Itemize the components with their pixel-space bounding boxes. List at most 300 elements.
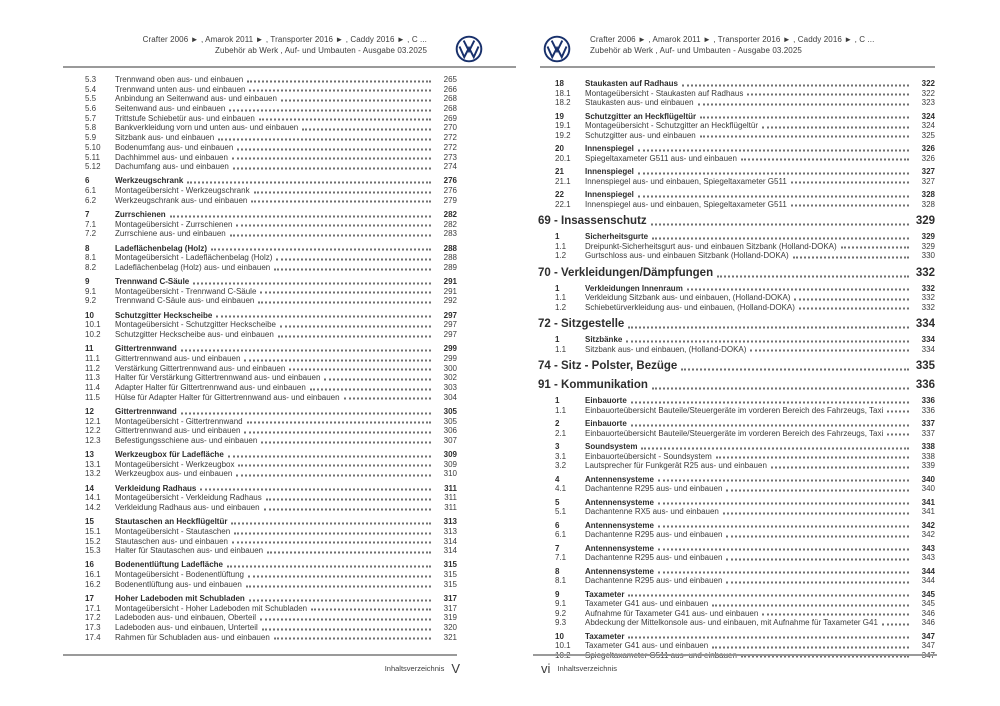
toc-entry[interactable] (533, 131, 935, 141)
toc-entry-page: 305 (443, 406, 457, 416)
toc-entry[interactable] (533, 232, 935, 242)
toc-entry-number: 8.2 (85, 262, 97, 272)
toc-entry-title: Gittertrennwand (115, 344, 177, 354)
toc-entry[interactable] (533, 507, 935, 517)
toc-entry[interactable] (63, 570, 457, 580)
toc-entry[interactable] (63, 623, 457, 633)
toc-leader-dots (626, 340, 909, 342)
toc-entry-number: 9.1 (85, 286, 97, 296)
toc-entry-title: Halter für Verstärkung Gittertrennwand aus- und einbauen (115, 373, 321, 383)
toc-entry[interactable] (533, 360, 935, 373)
toc-entry-page: 282 (443, 219, 457, 229)
toc-entry-number: 9.1 (555, 599, 567, 608)
toc-entry-page: 326 (921, 144, 935, 153)
toc-entry[interactable] (533, 215, 935, 228)
toc-entry-title: 72 - Sitzgestelle (538, 318, 625, 330)
toc-entry-title: Spiegeltaxameter G511 aus- und einbauen (585, 153, 737, 163)
toc-entry-title: Montageübersicht - Schutzgitter an Heckflügeltür (585, 121, 758, 130)
toc-entry-page: 311 (444, 503, 457, 512)
toc-entry[interactable] (533, 345, 935, 355)
toc-entry[interactable] (63, 85, 457, 95)
toc-leader-dots (652, 237, 909, 239)
toc-entry[interactable] (533, 79, 935, 89)
toc-entry-title: Werkzeugschrank aus- und einbauen (115, 195, 248, 205)
toc-leader-dots (302, 129, 431, 131)
toc-entry[interactable] (533, 567, 935, 577)
toc-entry[interactable] (63, 517, 457, 527)
toc-entry-page: 347 (921, 641, 935, 650)
toc-entry-page: 307 (443, 435, 457, 445)
toc-entry[interactable] (63, 244, 457, 254)
toc-entry[interactable] (63, 75, 457, 85)
toc-entry[interactable] (63, 320, 457, 330)
toc-entry-page: 266 (443, 84, 457, 94)
toc-entry-number: 17.1 (85, 603, 101, 613)
toc-leader-dots (254, 191, 431, 193)
toc-entry[interactable] (63, 253, 457, 263)
toc-leader-dots (170, 215, 431, 217)
toc-leader-dots (882, 623, 909, 625)
toc-entry-number: 7 (85, 209, 90, 219)
toc-entry[interactable] (533, 335, 935, 345)
footer-rule (533, 654, 937, 656)
toc-entry[interactable] (63, 484, 457, 494)
toc-entry-title: Verkleidungen Innenraum (585, 283, 683, 293)
toc-entry[interactable] (533, 609, 935, 619)
toc-entry-number: 10 (85, 310, 94, 320)
toc-entry[interactable] (533, 452, 935, 462)
toc-entry[interactable] (533, 267, 935, 280)
toc-entry-title: Montageübersicht - Werkzeugbox (115, 459, 235, 469)
toc-entry-number: 9.3 (555, 618, 567, 627)
toc-leader-dots (628, 595, 909, 597)
toc-entry[interactable] (63, 296, 457, 306)
toc-entry-number: 8 (555, 566, 560, 576)
toc-leader-dots (187, 182, 431, 184)
toc-entry-title: Anbindung an Seitenwand aus- und einbauen (115, 94, 277, 104)
toc-entry[interactable] (63, 114, 457, 124)
toc-entry-number: 11 (85, 344, 94, 354)
toc-entry-number: 17.2 (85, 613, 101, 623)
toc-entry[interactable] (63, 613, 457, 623)
toc-entry-number: 3.1 (555, 451, 567, 461)
toc-entry[interactable] (63, 469, 457, 479)
toc-entry-title: Einbauorteübersicht Bauteile/Steuergeräte im vorderen Bereich des Fahrzeugs, Taxi (585, 428, 884, 438)
toc-entry-page: 335 (915, 360, 935, 372)
toc-entry-number: 11.4 (85, 382, 100, 392)
toc-entry[interactable] (63, 153, 457, 163)
toc-entry-title: 69 - Insassenschutz (538, 215, 647, 227)
toc-entry-title: Trennwand C-Säule (115, 277, 190, 287)
toc-entry[interactable] (63, 450, 457, 460)
toc-entry-title: Verkleidung Radhaus (115, 483, 197, 493)
toc-entry-title: Innenspiegel (585, 144, 634, 153)
toc-entry[interactable] (63, 503, 457, 513)
toc-leader-dots (276, 258, 431, 260)
toc-entry[interactable] (63, 330, 457, 340)
toc-leader-dots (698, 103, 909, 105)
toc-entry[interactable] (533, 618, 935, 628)
toc-leader-dots (274, 268, 431, 270)
toc-leader-dots (682, 84, 909, 86)
toc-leader-dots (249, 90, 431, 92)
toc-leader-dots (726, 558, 909, 560)
toc-entry[interactable] (63, 426, 457, 436)
toc-entry-page: 325 (921, 130, 935, 140)
toc-entry[interactable] (63, 176, 457, 186)
toc-entry[interactable] (63, 436, 457, 446)
toc-entry-page: 299 (443, 353, 457, 363)
toc-entry[interactable] (63, 210, 457, 220)
toc-entry-title: Sicherheitsgurte (585, 232, 649, 241)
toc-entry[interactable] (63, 407, 457, 417)
toc-entry-title: Schiebetürverkleidung aus- und einbauen, (Holland-DOKA) (585, 302, 795, 312)
toc-entry-number: 2 (555, 419, 560, 428)
toc-entry-number: 6.1 (85, 186, 97, 196)
toc-leader-dots (237, 148, 431, 150)
toc-entry-page: 328 (921, 190, 935, 199)
toc-entry-number: 19.1 (555, 121, 571, 130)
toc-entry[interactable] (63, 277, 457, 287)
footer-page-number: vi (541, 661, 551, 676)
toc-entry[interactable] (533, 461, 935, 471)
toc-entry-title: Lautsprecher für Funkgerät R25 aus- und einbauen (585, 461, 767, 470)
toc-entry[interactable] (533, 419, 935, 429)
toc-entry-page: 342 (921, 520, 935, 530)
toc-entry-page: 332 (921, 283, 935, 293)
footer-section-label: Inhaltsverzeichnis (557, 664, 618, 673)
toc-entry[interactable] (533, 144, 935, 154)
toc-entry-title: Gittertrennwand aus- und einbauen (115, 353, 241, 363)
toc-entry-number: 6.1 (555, 530, 567, 539)
toc-entry[interactable] (63, 123, 457, 133)
toc-entry[interactable] (533, 544, 935, 554)
toc-entry[interactable] (63, 104, 457, 114)
toc-entry-title: Dachantenne RX5 aus- und einbauen (585, 507, 719, 516)
toc-entry[interactable] (63, 493, 457, 503)
toc-entry-title: Ladeflächenbelag (Holz) (115, 243, 208, 253)
toc-entry-title: Ladeboden aus- und einbauen, Oberteil (115, 613, 256, 623)
toc-entry-title: Verkleidung Sitzbank aus- und einbauen, (Holland-DOKA) (585, 293, 791, 302)
toc-leader-dots (232, 158, 431, 160)
toc-entry-page: 342 (921, 530, 935, 539)
toc-leader-dots (687, 289, 909, 291)
toc-entry[interactable] (533, 177, 935, 187)
toc-entry[interactable] (533, 200, 935, 210)
toc-entry[interactable] (63, 143, 457, 153)
toc-entry-title: Trennwand unten aus- und einbauen (115, 84, 246, 94)
toc-leader-dots (228, 455, 431, 457)
toc-entry-page: 315 (443, 570, 457, 580)
toc-entry-title: Sitzbänke (585, 335, 623, 344)
toc-entry-number: 13.2 (85, 469, 101, 479)
toc-entry[interactable] (63, 220, 457, 230)
toc-entry[interactable] (63, 311, 457, 321)
toc-leader-dots (267, 551, 431, 553)
toc-entry-title: Montageübersicht - Staukasten auf Radhaus (585, 88, 744, 98)
toc-entry[interactable] (63, 560, 457, 570)
toc-entry[interactable] (533, 167, 935, 177)
toc-entry-number: 19.2 (555, 130, 571, 140)
toc-leader-dots (229, 109, 431, 111)
toc-entry-number: 7.1 (555, 553, 567, 562)
header-models-line: Crafter 2006 ► , Amarok 2011 ► , Transporter 2016 ► , Caddy 2016 ► , C ... (142, 35, 427, 44)
toc-leader-dots (631, 401, 909, 403)
toc-entry[interactable] (533, 121, 935, 131)
toc-entry-page: 344 (921, 576, 935, 585)
toc-leader-dots (248, 575, 431, 577)
toc-entry-title: Dachhimmel aus- und einbauen (115, 152, 228, 162)
toc-entry[interactable] (63, 417, 457, 427)
toc-entry[interactable] (63, 527, 457, 537)
toc-entry-number: 5.11 (85, 152, 100, 162)
footer-page-number: V (451, 661, 460, 676)
toc-entry-page: 346 (921, 618, 935, 627)
toc-entry-title: Staukasten auf Radhaus (585, 79, 678, 88)
toc-entry[interactable] (533, 530, 935, 540)
toc-leader-dots (193, 282, 431, 284)
toc-entry-title: Montageübersicht - Stautaschen (115, 526, 231, 536)
toc-leader-dots (251, 201, 431, 203)
toc-entry[interactable] (63, 229, 457, 239)
toc-entry[interactable] (63, 580, 457, 590)
toc-entry-number: 17 (85, 594, 94, 603)
toc-entry[interactable] (63, 354, 457, 364)
toc-entry-title: Antennensysteme (585, 497, 654, 507)
toc-entry-number: 1.1 (555, 293, 567, 302)
toc-entry-title: Trennwand oben aus- und einbauen (115, 75, 244, 84)
toc-leader-dots (247, 80, 431, 82)
toc-entry-page: 337 (921, 419, 935, 428)
vw-logo-icon (543, 35, 571, 63)
toc-entry[interactable] (533, 112, 935, 122)
toc-entry-number: 6.2 (85, 195, 97, 205)
toc-entry-page: 334 (915, 318, 935, 330)
toc-entry-page: 314 (443, 536, 457, 546)
page-footer (533, 654, 937, 676)
toc-leader-dots (281, 100, 431, 102)
toc-entry-title: Innenspiegel aus- und einbauen, Spiegeltaxameter G511 (585, 176, 787, 186)
toc-entry-page: 340 (921, 484, 935, 493)
toc-entry-title: Bodenentlüftung aus- und einbauen (115, 579, 242, 589)
toc-entry[interactable] (533, 498, 935, 508)
toc-entry-page: 345 (921, 599, 935, 608)
toc-entry-title: Dachantenne R295 aus- und einbauen (585, 530, 723, 539)
toc-leader-dots (712, 604, 909, 606)
toc-entry-title: Stautaschen aus- und einbauen (115, 536, 228, 546)
toc-entry[interactable] (533, 475, 935, 485)
toc-leader-dots (700, 117, 909, 119)
toc-entries-right (533, 79, 935, 660)
toc-entry-page: 314 (443, 546, 457, 556)
toc-entry-page: 297 (443, 320, 457, 330)
toc-entry[interactable] (63, 604, 457, 614)
toc-leader-dots (227, 566, 431, 568)
toc-entry-page: 288 (443, 253, 457, 263)
toc-entry-number: 5.8 (85, 123, 97, 133)
toc-entry-title: Schutzgitter an Heckflügeltür (585, 111, 697, 121)
toc-entry[interactable] (533, 396, 935, 406)
toc-leader-dots (231, 522, 431, 524)
toc-entry-page: 309 (443, 459, 457, 469)
toc-entry-number: 20 (555, 144, 564, 153)
toc-entry[interactable] (63, 162, 457, 172)
toc-entry[interactable] (63, 94, 457, 104)
page-header (533, 30, 937, 75)
toc-leader-dots (716, 457, 909, 459)
toc-entry[interactable] (63, 633, 457, 643)
toc-entry[interactable] (63, 344, 457, 354)
toc-entry[interactable] (533, 442, 935, 452)
toc-entry[interactable] (63, 133, 457, 143)
toc-entry-title: Halter für Stautaschen aus- und einbauen (115, 546, 264, 556)
toc-entry-title: Staukasten aus- und einbauen (585, 98, 694, 107)
toc-entry-page: 319 (443, 613, 457, 623)
toc-entry-title: Verkleidung Radhaus aus- und einbauen (115, 503, 260, 512)
toc-entry-number: 1 (555, 283, 560, 293)
toc-entry[interactable] (533, 599, 935, 609)
toc-entry-page: 324 (921, 111, 935, 121)
toc-entry-page: 323 (921, 98, 935, 107)
toc-leader-dots (762, 614, 909, 616)
toc-entry-page: 336 (921, 405, 935, 415)
toc-entry-number: 9 (555, 589, 560, 599)
toc-entry-title: Bankverkleidung vorn und unten aus- und einbauen (115, 123, 299, 133)
toc-leader-dots (244, 359, 431, 361)
toc-entry-title: Werkzeugbox aus- und einbauen (115, 469, 233, 479)
toc-leader-dots (216, 316, 431, 318)
toc-entry[interactable] (63, 537, 457, 547)
toc-entry[interactable] (63, 186, 457, 196)
toc-entry[interactable] (533, 429, 935, 439)
toc-entry[interactable] (63, 373, 457, 383)
toc-leader-dots (628, 637, 909, 639)
toc-entry-number: 5.7 (85, 113, 97, 123)
toc-leader-dots (638, 149, 909, 151)
footer-line (533, 661, 937, 676)
toc-entry-page: 288 (443, 243, 457, 253)
toc-entry[interactable] (63, 364, 457, 374)
toc-entry[interactable] (63, 594, 457, 604)
toc-entry-title: Montageübersicht - Trennwand C-Säule (115, 286, 257, 296)
toc-leader-dots (236, 475, 431, 477)
toc-entry-number: 5.12 (85, 162, 101, 172)
toc-entry-title: Montageübersicht - Werkzeugschrank (115, 186, 250, 196)
toc-entry[interactable] (533, 284, 935, 294)
toc-entry[interactable] (533, 251, 935, 261)
toc-entry[interactable] (533, 303, 935, 313)
toc-entry-title: Ladeboden aus- und einbauen, Unterteil (115, 623, 258, 633)
toc-entry-title: Montageübersicht - Zurrschienen (115, 219, 233, 229)
toc-entry-page: 315 (443, 560, 457, 570)
toc-entry-title: Einbauorteübersicht - Soundsystem (585, 451, 712, 461)
toc-entry-title: Rahmen für Schubladen aus- und einbauen (115, 632, 270, 642)
toc-entry-title: 91 - Kommunikation (538, 379, 648, 391)
toc-leader-dots (747, 94, 909, 96)
toc-entry-page: 320 (443, 623, 457, 633)
toc-entry-number: 16.2 (85, 579, 101, 589)
toc-entry-page: 304 (443, 392, 457, 402)
toc-entry[interactable] (533, 553, 935, 563)
toc-entry[interactable] (533, 379, 935, 392)
toc-entry[interactable] (63, 263, 457, 273)
toc-entry[interactable] (533, 98, 935, 108)
toc-leader-dots (218, 138, 431, 140)
toc-entry-number: 9.2 (85, 296, 97, 306)
toc-entry-number: 19 (555, 111, 564, 121)
toc-entry-page: 346 (921, 608, 935, 618)
toc-entry-title: 70 - Verkleidungen/Dämpfungen (538, 266, 714, 279)
toc-entry-title: Gittertrennwand aus- und einbauen (115, 426, 241, 436)
toc-entry-title: Soundsystem (585, 442, 638, 451)
toc-entry-title: Dreipunkt-Sicherheitsgurt aus- und einbauen Sitzbank (Holland-DOKA) (585, 241, 837, 251)
toc-entry[interactable] (63, 383, 457, 393)
toc-entry[interactable] (63, 196, 457, 206)
toc-leader-dots (259, 119, 431, 121)
toc-entry[interactable] (533, 190, 935, 200)
toc-entry-number: 21 (555, 167, 564, 176)
footer-rule (63, 654, 457, 656)
toc-leader-dots (791, 205, 909, 207)
toc-entry[interactable] (533, 406, 935, 416)
toc-entry[interactable] (533, 632, 935, 642)
toc-entry[interactable] (63, 460, 457, 470)
toc-entry-page: 273 (443, 152, 457, 162)
toc-entry-title: Trittstufe Schiebetür aus- und einbauen (115, 113, 255, 123)
toc-entry-page: 313 (443, 517, 457, 527)
toc-entry-number: 13 (85, 450, 94, 460)
toc-leader-dots (762, 126, 909, 128)
toc-leader-dots (258, 302, 431, 304)
toc-entry-title: Befestigungsschiene aus- und einbauen (115, 435, 258, 445)
toc-entry[interactable] (533, 590, 935, 600)
toc-entry-number: 16.1 (85, 570, 101, 580)
toc-entry[interactable] (63, 546, 457, 556)
toc-entry-title: Montageübersicht - Verkleidung Radhaus (115, 493, 262, 503)
toc-leader-dots (726, 489, 909, 491)
toc-entry-number: 6 (555, 520, 560, 530)
toc-entry-title: Innenspiegel (585, 190, 634, 199)
toc-leader-dots (791, 182, 909, 184)
toc-entry-page: 328 (921, 199, 935, 209)
toc-entry[interactable] (63, 393, 457, 403)
toc-leader-dots (638, 172, 909, 174)
toc-entry-title: Abdeckung der Mittelkonsole aus- und einbauen, mit Aufnahme für Taxameter G41 (585, 618, 878, 627)
toc-entry[interactable] (533, 318, 935, 331)
toc-entry-number: 2.1 (555, 428, 567, 438)
toc-entry[interactable] (533, 484, 935, 494)
toc-entry-page: 300 (443, 363, 457, 373)
toc-entry-page: 313 (443, 526, 457, 536)
toc-entry-number: 9.2 (555, 608, 567, 618)
toc-entry[interactable] (533, 641, 935, 651)
toc-leader-dots (658, 480, 909, 482)
toc-entry-page: 268 (443, 104, 457, 114)
toc-entry-number: 8.1 (85, 253, 97, 263)
toc-entry-page: 332 (915, 266, 935, 279)
toc-entry[interactable] (533, 521, 935, 531)
toc-entry[interactable] (533, 293, 935, 303)
toc-entry[interactable] (533, 242, 935, 252)
toc-entry[interactable] (533, 576, 935, 586)
toc-entry[interactable] (533, 89, 935, 99)
toc-leader-dots (723, 512, 909, 514)
toc-entry[interactable] (533, 154, 935, 164)
toc-entry-page: 309 (443, 450, 457, 460)
toc-entry-number: 1.2 (555, 251, 567, 260)
toc-entry[interactable] (63, 287, 457, 297)
toc-entry-number: 16 (85, 560, 94, 570)
